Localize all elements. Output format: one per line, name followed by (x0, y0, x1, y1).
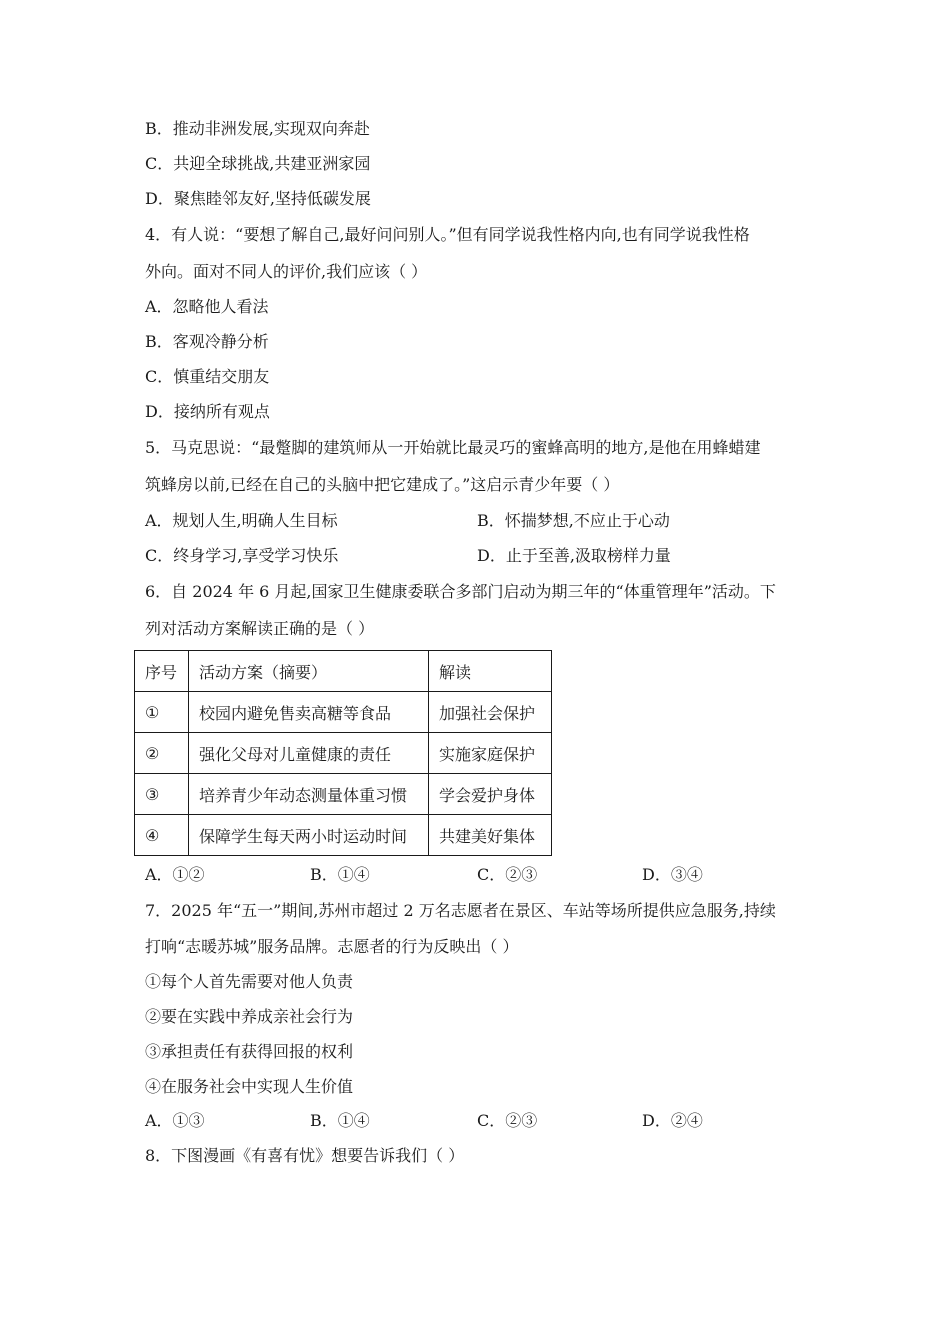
q7-option-b: B．①④ (310, 1111, 370, 1130)
table-cell: ① (135, 692, 189, 733)
table-cell: 校园内避免售卖高糖等食品 (189, 692, 429, 733)
q7-stem-line1: 7．2025 年“五一”期间,苏州市超过 2 万名志愿者在景区、车站等场所提供应急服务,持续 (145, 901, 776, 920)
table-row (135, 774, 552, 815)
q6-stem-line1: 6．自 2024 年 6 月起,国家卫生健康委联合多部门启动为期三年的“体重管理年”活动。下 (145, 582, 776, 601)
q7-item-3: ③承担责任有获得回报的权利 (145, 1042, 354, 1061)
q4-stem-line1: 4．有人说：“要想了解自己,最好问问别人。”但有同学说我性格内向,也有同学说我性格 (145, 225, 750, 244)
table-header-cell: 序号 (135, 651, 189, 692)
q6-table (134, 650, 552, 856)
q7-stem-line2: 打响“志暖苏城”服务品牌。志愿者的行为反映出（ ） (145, 937, 519, 956)
q5-option-d: D．止于至善,汲取榜样力量 (477, 546, 671, 565)
q6-option-a: A．①② (145, 865, 205, 884)
table-cell: ④ (135, 815, 189, 856)
q5-option-b: B．怀揣梦想,不应止于心动 (477, 511, 670, 530)
q7-option-d: D．②④ (642, 1111, 703, 1130)
q5-option-c: C．终身学习,享受学习快乐 (145, 546, 339, 565)
q8-stem: 8．下图漫画《有喜有忧》想要告诉我们（ ） (145, 1146, 465, 1165)
table-row (135, 815, 552, 856)
q4-option-a: A．忽略他人看法 (145, 297, 269, 316)
table-cell: 共建美好集体 (429, 815, 552, 856)
table-row (135, 733, 552, 774)
table-cell: 加强社会保护 (429, 692, 552, 733)
table-cell: ② (135, 733, 189, 774)
table-header-row (135, 651, 552, 692)
q3-option-b: B．推动非洲发展,实现双向奔赴 (145, 119, 370, 138)
table-cell: 培养青少年动态测量体重习惯 (189, 774, 429, 815)
table-cell: 实施家庭保护 (429, 733, 552, 774)
q3-option-d: D．聚焦睦邻友好,坚持低碳发展 (145, 189, 371, 208)
q4-option-d: D．接纳所有观点 (145, 402, 270, 421)
table-row (135, 692, 552, 733)
table-cell: 保障学生每天两小时运动时间 (189, 815, 429, 856)
q7-option-c: C．②③ (477, 1111, 538, 1130)
table-header-cell: 活动方案（摘要） (189, 651, 429, 692)
table-cell: 强化父母对儿童健康的责任 (189, 733, 429, 774)
q6-stem-line2: 列对活动方案解读正确的是（ ） (145, 619, 375, 638)
q6-option-d: D．③④ (642, 865, 703, 884)
q7-item-1: ①每个人首先需要对他人负责 (145, 972, 354, 991)
q5-stem-line2: 筑蜂房以前,已经在自己的头脑中把它建成了。”这启示青少年要（ ） (145, 475, 620, 494)
q6-option-c: C．②③ (477, 865, 538, 884)
q7-item-4: ④在服务社会中实现人生价值 (145, 1077, 354, 1096)
table-cell: ③ (135, 774, 189, 815)
q3-option-c: C．共迎全球挑战,共建亚洲家园 (145, 154, 371, 173)
q4-option-c: C．慎重结交朋友 (145, 367, 270, 386)
table-cell: 学会爱护身体 (429, 774, 552, 815)
q4-option-b: B．客观冷静分析 (145, 332, 269, 351)
q5-option-a: A．规划人生,明确人生目标 (145, 511, 338, 530)
q6-option-b: B．①④ (310, 865, 370, 884)
q7-item-2: ②要在实践中养成亲社会行为 (145, 1007, 354, 1026)
table-header-cell: 解读 (429, 651, 552, 692)
q7-option-a: A．①③ (145, 1111, 205, 1130)
q4-stem-line2: 外向。面对不同人的评价,我们应该（ ） (145, 262, 428, 281)
q5-stem-line1: 5．马克思说：“最蹩脚的建筑师从一开始就比最灵巧的蜜蜂高明的地方,是他在用蜂蜡建 (145, 438, 761, 457)
